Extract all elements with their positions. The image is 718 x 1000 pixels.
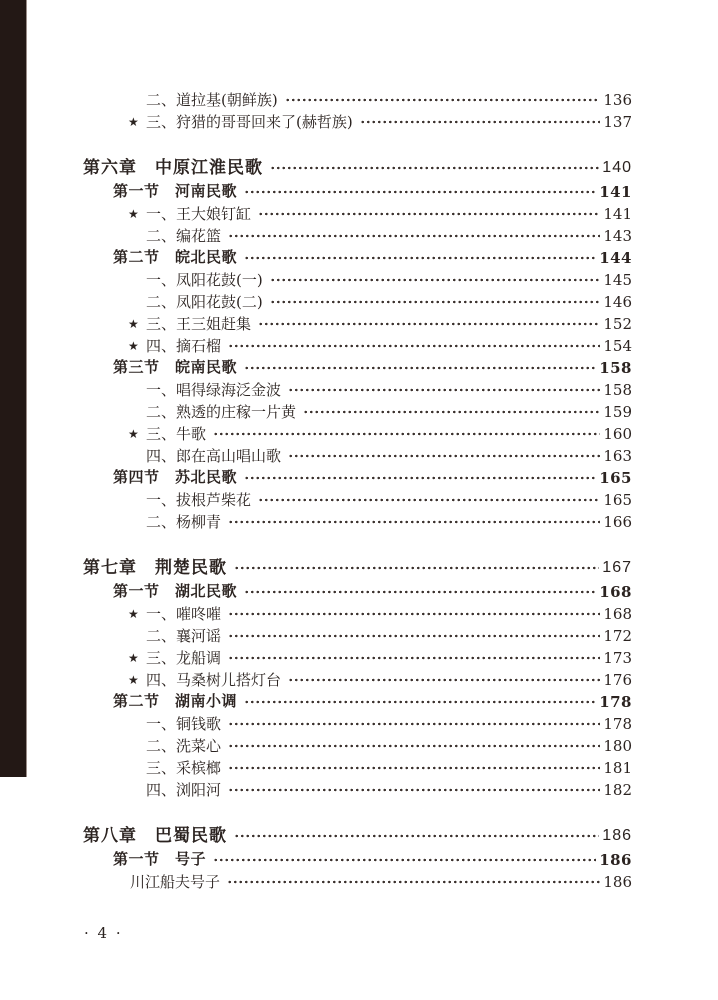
dot-leader xyxy=(288,379,600,401)
toc-entry-page: 173 xyxy=(603,649,632,667)
toc-entry-page: 159 xyxy=(603,403,632,421)
star-icon: ★ xyxy=(128,115,139,129)
toc-entry-label: 一、凤阳花鼓(一) xyxy=(146,271,263,289)
toc-entry-page: 146 xyxy=(603,293,632,311)
toc-entry-label: 四、摘石榴 xyxy=(146,337,222,355)
toc-entry-label: 三、狩猎的哥哥回来了(赫哲族) xyxy=(146,113,353,131)
toc-entry-label: 三、王三姐赶集 xyxy=(146,315,252,333)
toc-row-item xyxy=(83,225,632,247)
toc-entry-page: 158 xyxy=(603,381,632,399)
toc-row-section xyxy=(83,691,632,713)
toc-entry-page: 168 xyxy=(603,605,632,623)
dot-leader xyxy=(244,581,596,603)
toc-entry-label: 二、编花篮 xyxy=(146,227,222,245)
book-spine-shadow xyxy=(0,0,27,777)
toc-entry-label: 第一节 号子 xyxy=(113,851,207,868)
toc-row-item xyxy=(83,379,632,401)
toc-row-item xyxy=(83,335,632,357)
dot-leader xyxy=(258,313,600,335)
dot-leader xyxy=(234,823,599,849)
toc-row-item xyxy=(83,291,632,313)
dot-leader xyxy=(270,155,599,181)
toc-entry-label: 一、拔根芦柴花 xyxy=(146,491,252,509)
toc-entry-page: 144 xyxy=(599,249,632,267)
dot-leader xyxy=(258,203,600,225)
toc-row-item xyxy=(83,489,632,511)
toc-entry-label: 三、龙船调 xyxy=(146,649,222,667)
toc-row-chapter xyxy=(83,823,632,849)
dot-leader xyxy=(228,779,600,801)
dot-leader xyxy=(360,111,601,133)
toc-entry-page: 136 xyxy=(603,91,632,109)
dot-leader xyxy=(228,735,600,757)
toc-row-section xyxy=(83,181,632,203)
toc-entry-label: 川江船夫号子 xyxy=(130,873,221,891)
dot-leader xyxy=(303,401,600,423)
toc-row-chapter xyxy=(83,555,632,581)
toc-entry-page: 186 xyxy=(599,851,632,869)
toc-row-item xyxy=(83,269,632,291)
dot-leader xyxy=(244,691,596,713)
dot-leader xyxy=(234,555,599,581)
dot-leader xyxy=(227,871,600,893)
toc-entry-label: 第七章 荆楚民歌 xyxy=(83,558,227,577)
toc-entry-label: 第一节 河南民歌 xyxy=(113,183,238,200)
toc-entry-label: 二、凤阳花鼓(二) xyxy=(146,293,263,311)
toc-entry-label: 一、王大娘钉缸 xyxy=(146,205,252,223)
toc-entry-page: 166 xyxy=(603,513,632,531)
dot-leader xyxy=(213,849,596,871)
star-icon: ★ xyxy=(128,427,139,441)
toc-row-item xyxy=(83,511,632,533)
toc-entry-label: 第八章 巴蜀民歌 xyxy=(83,826,227,845)
toc-entry-page: 160 xyxy=(603,425,632,443)
toc-entry-page: 176 xyxy=(603,671,632,689)
star-icon: ★ xyxy=(128,207,139,221)
star-icon: ★ xyxy=(128,317,139,331)
dot-leader xyxy=(228,603,600,625)
toc-entry-page: 165 xyxy=(603,491,632,509)
star-icon: ★ xyxy=(128,673,139,687)
toc-entry-label: 一、嗺咚嗺 xyxy=(146,605,222,623)
toc-entry-page: 158 xyxy=(599,359,632,377)
dot-leader xyxy=(244,467,596,489)
toc-row-section xyxy=(83,849,632,871)
toc-row-section xyxy=(83,247,632,269)
dot-leader xyxy=(228,647,600,669)
toc-entry-label: 二、杨柳青 xyxy=(146,513,222,531)
toc-row-section xyxy=(83,357,632,379)
toc-row-item xyxy=(83,757,632,779)
toc-entry-label: 三、采槟榔 xyxy=(146,759,222,777)
star-icon: ★ xyxy=(128,339,139,353)
dot-leader xyxy=(228,757,600,779)
toc-row-item xyxy=(83,111,632,133)
toc-entry-page: 181 xyxy=(603,759,632,777)
dot-leader xyxy=(244,181,596,203)
toc-row-item xyxy=(83,89,632,111)
toc-entry-page: 182 xyxy=(603,781,632,799)
toc-entry-label: 三、牛歌 xyxy=(146,425,207,443)
toc-entry-label: 四、浏阳河 xyxy=(146,781,222,799)
toc-entry-page: 141 xyxy=(603,205,632,223)
toc-entry-label: 四、郎在高山唱山歌 xyxy=(146,447,282,465)
toc-row-item xyxy=(83,203,632,225)
toc-entry-page: 137 xyxy=(603,113,632,131)
toc-entry-page: 163 xyxy=(603,447,632,465)
dot-leader xyxy=(288,669,600,691)
dot-leader xyxy=(285,89,601,111)
toc-row-plain xyxy=(83,871,632,893)
toc-row-item xyxy=(83,423,632,445)
toc-entry-page: 140 xyxy=(602,159,632,176)
dot-leader xyxy=(244,247,596,269)
toc-entry-page: 172 xyxy=(603,627,632,645)
toc-entry-page: 165 xyxy=(599,469,632,487)
toc-entry-page: 178 xyxy=(599,693,632,711)
star-icon: ★ xyxy=(128,651,139,665)
toc-entry-label: 二、洗菜心 xyxy=(146,737,222,755)
star-icon: ★ xyxy=(128,607,139,621)
toc-row-item xyxy=(83,779,632,801)
toc-row-item xyxy=(83,647,632,669)
toc-row-item xyxy=(83,445,632,467)
toc-entry-label: 第二节 皖北民歌 xyxy=(113,249,238,266)
page-number-footer: · 4 · xyxy=(84,924,123,942)
toc-entry-page: 154 xyxy=(603,337,632,355)
toc-entry-label: 第一节 湖北民歌 xyxy=(113,583,238,600)
dot-leader xyxy=(228,225,600,247)
toc-entry-label: 第二节 湖南小调 xyxy=(113,693,238,710)
dot-leader xyxy=(228,335,600,357)
toc-row-chapter xyxy=(83,155,632,181)
toc-entry-page: 143 xyxy=(603,227,632,245)
toc-entry-page: 178 xyxy=(603,715,632,733)
dot-leader xyxy=(270,269,601,291)
toc-entry-label: 一、铜钱歌 xyxy=(146,715,222,733)
toc-entry-label: 第四节 苏北民歌 xyxy=(113,469,238,486)
dot-leader xyxy=(244,357,596,379)
toc-entry-page: 186 xyxy=(603,873,632,891)
toc-row-item xyxy=(83,603,632,625)
dot-leader xyxy=(258,489,600,511)
toc-entry-page: 180 xyxy=(603,737,632,755)
dot-leader xyxy=(288,445,600,467)
toc-entry-label: 二、襄河谣 xyxy=(146,627,222,645)
toc-row-item xyxy=(83,735,632,757)
toc-entry-page: 145 xyxy=(603,271,632,289)
toc-entry-page: 167 xyxy=(602,559,632,576)
dot-leader xyxy=(228,625,600,647)
dot-leader xyxy=(270,291,601,313)
toc-entry-label: 第三节 皖南民歌 xyxy=(113,359,238,376)
toc-entry-label: 四、马桑树儿搭灯台 xyxy=(146,671,282,689)
toc-row-section xyxy=(83,581,632,603)
toc-entry-label: 二、熟透的庄稼一片黄 xyxy=(146,403,297,421)
toc-entry-label: 第六章 中原江淮民歌 xyxy=(83,158,263,177)
toc-entry-page: 141 xyxy=(599,183,632,201)
toc-list xyxy=(83,89,632,893)
toc-entry-page: 152 xyxy=(603,315,632,333)
toc-entry-page: 186 xyxy=(602,827,632,844)
dot-leader xyxy=(228,511,600,533)
dot-leader xyxy=(213,423,600,445)
toc-row-item xyxy=(83,713,632,735)
toc-entry-label: 一、唱得绿海泛金波 xyxy=(146,381,282,399)
toc-row-item xyxy=(83,313,632,335)
toc-row-section xyxy=(83,467,632,489)
toc-entry-page: 168 xyxy=(599,583,632,601)
toc-entry-label: 二、道拉基(朝鲜族) xyxy=(146,91,278,109)
toc-row-item xyxy=(83,669,632,691)
toc-row-item xyxy=(83,401,632,423)
toc-row-item xyxy=(83,625,632,647)
dot-leader xyxy=(228,713,600,735)
